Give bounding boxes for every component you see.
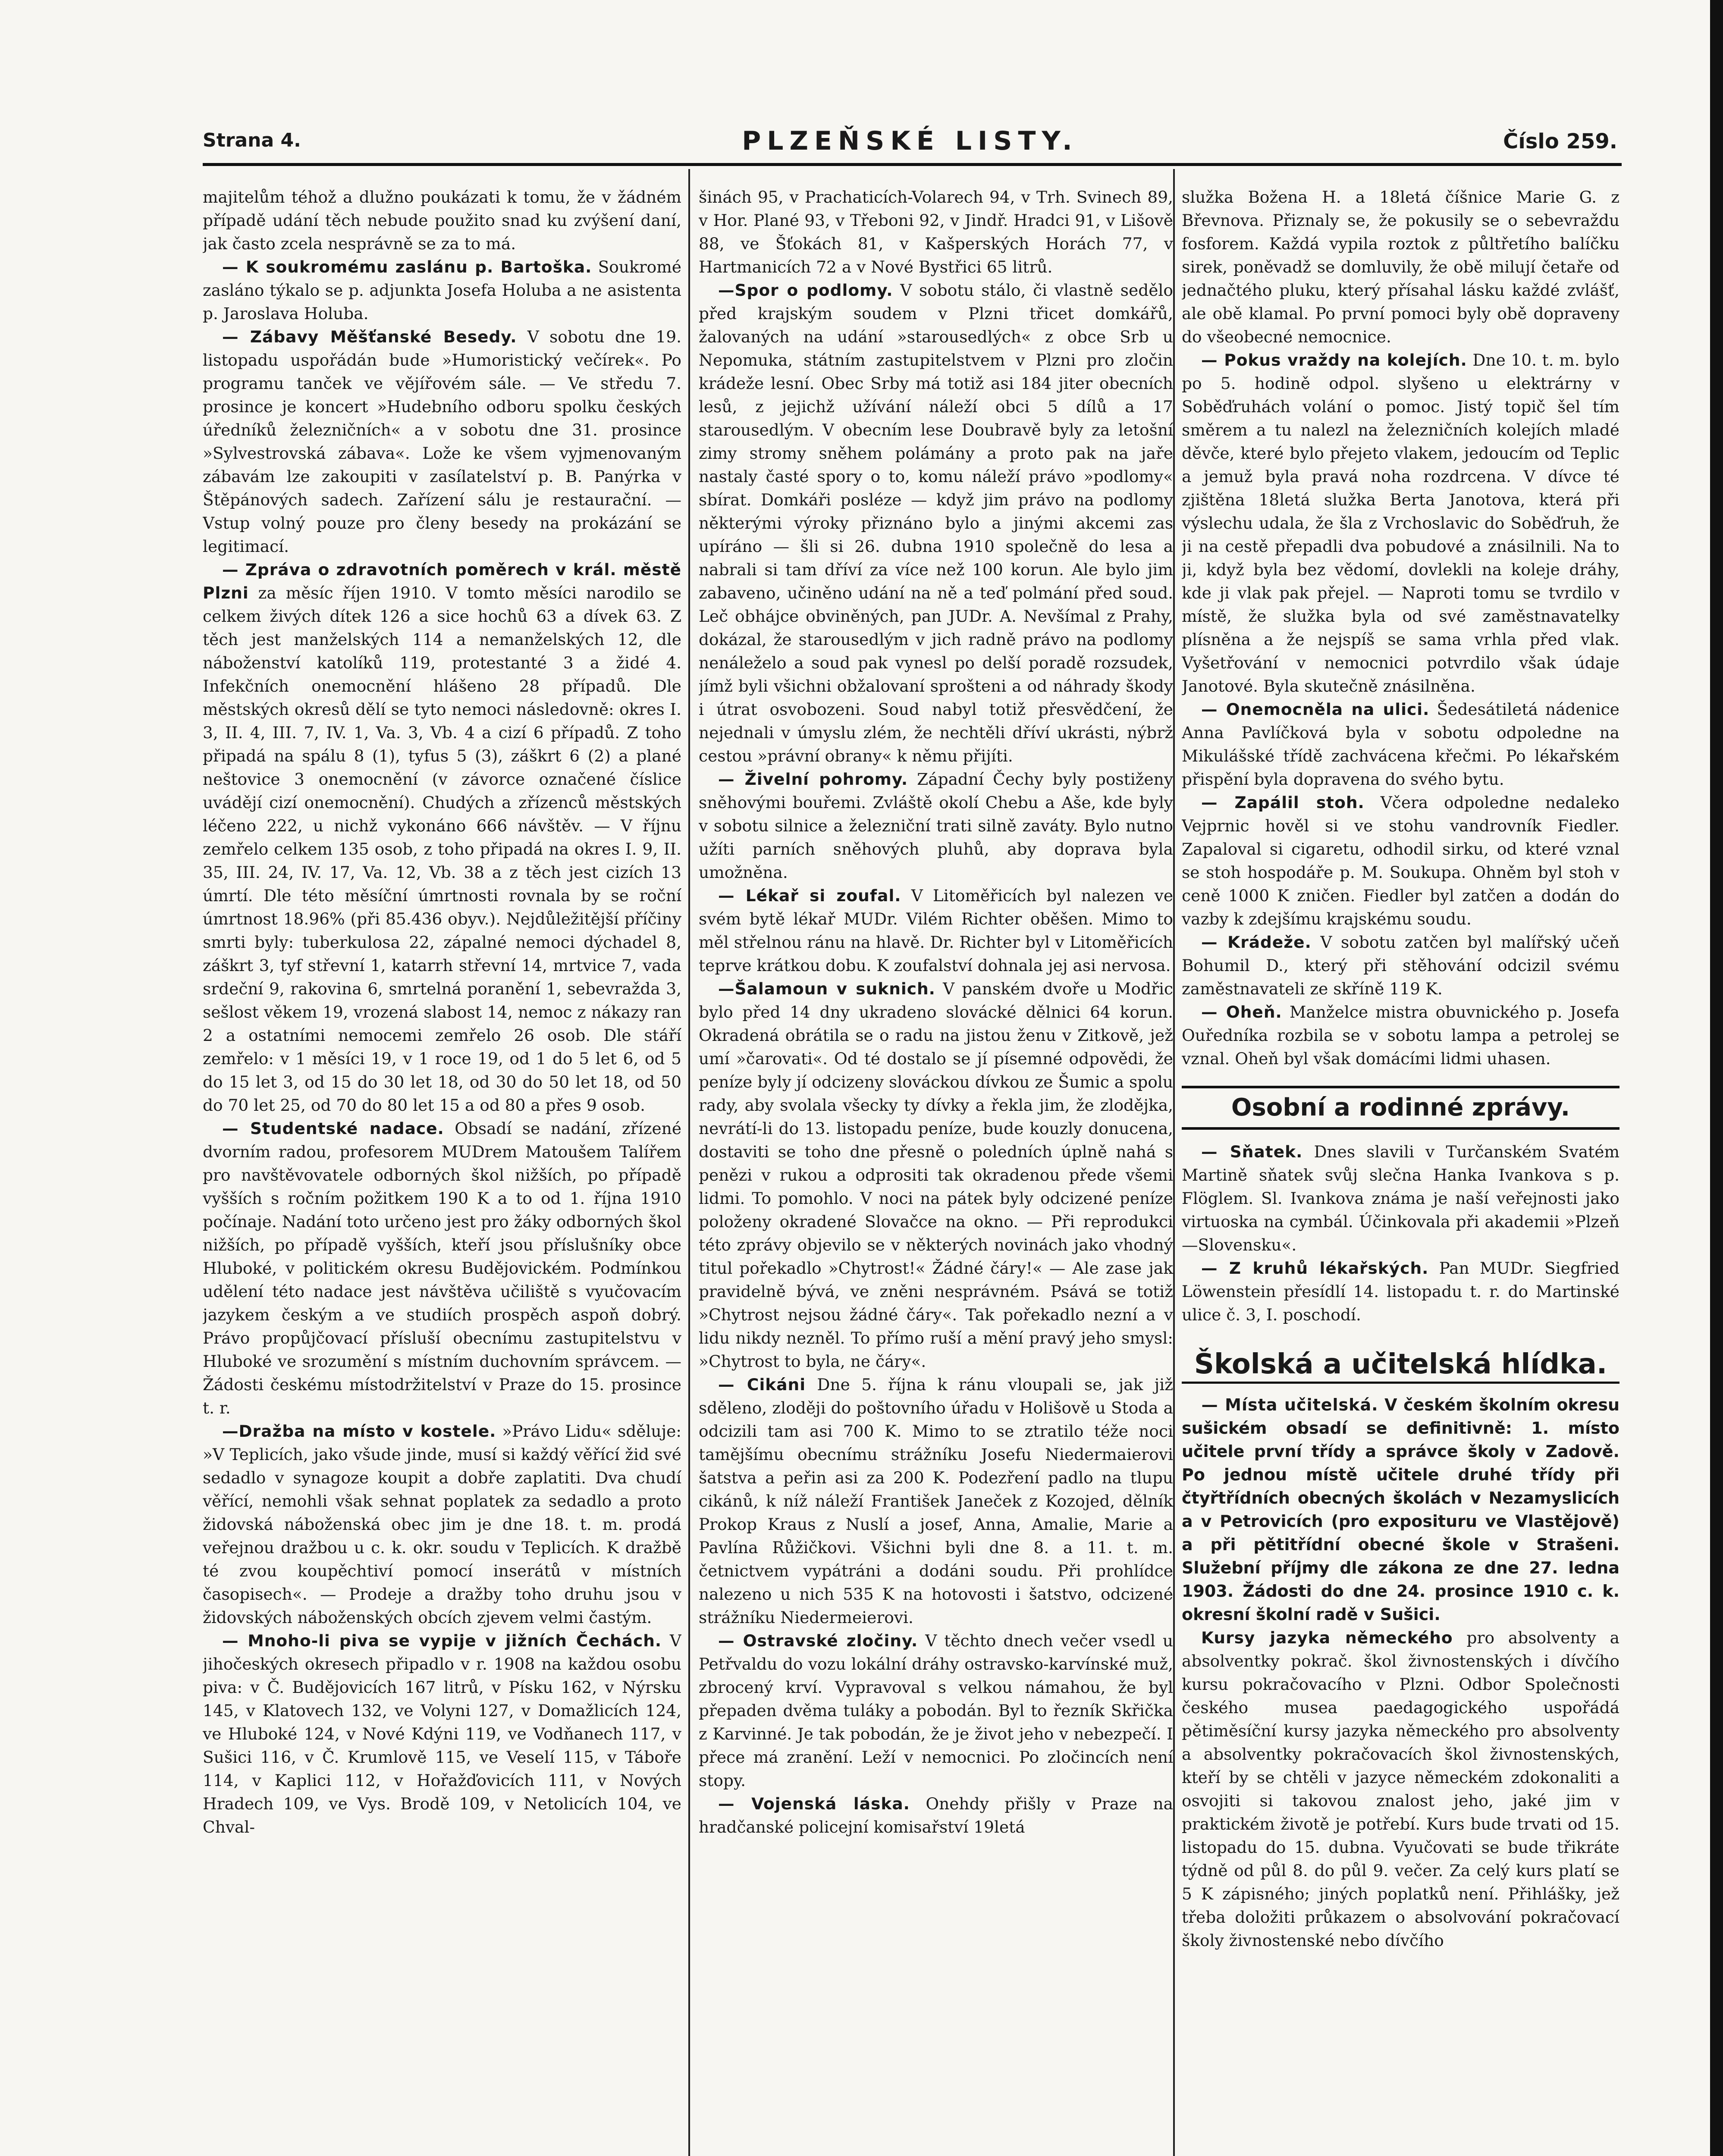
- article-heading: — Živelní pohromy.: [718, 770, 908, 789]
- article: [203, 325, 681, 558]
- column-2: [699, 185, 1173, 2156]
- article-text: »Právo Lidu« sděluje: »V Teplicích, jako všude jinde, musí si každý věřící žid své sedadlo v synagoze koupit a dobře zaplatiti. Dva chudí věřící, nemohli však sehnat poplatek za sedadlo a proto židovská náboženská obec jim je dne 18. t. m. prodá veřejnou dražbou u c. k. okr. soudu v Teplicích. K dražbě té zvou koupěchtiví pomocí inserátů v místních časopisech«. — Prodeje a dražby toho druhu jsou v židovských náboženských obcích zjevem velmi častým.: [203, 1422, 681, 1627]
- article-text: Západní Čechy byly postiženy sněhovými bouřemi. Zvláště okolí Chebu a Aše, kde byly v sobotu silnice a železniční trati silně zaváty. Bylo nutno užíti parních sněhových pluhů, aby doprava byla umožněna.: [699, 770, 1173, 882]
- article: [1182, 1000, 1619, 1070]
- article-text: pro absolventy a absolventky pokrač. škol živnostenských i dívčího kursu pokračovacího v Plzni. Odbor Společnosti českého musea paedagogického uspořádá pětiměsíční kursy jazyka německého pro absolventy a absolventky pokračovacích škol živnostenských, kteří by se chtěli v jazyce německém zdokonaliti a osvojiti si takovou znalost jeho, jaké jim v praktickém životě je potřebí. Kurs bude trvati od 15. listopadu do 15. dubna. Vyučovati se bude třikráte týdně od půl 8. do půl 9. večer. Za celý kurs platí se 5 K zápisného; jiných poplatků není. Přihlášky, jež třeba doložiti průkazem o absolvování pokračovací školy živnostenské nebo dívčího: [1182, 1628, 1619, 1950]
- article: [699, 884, 1173, 977]
- column-1: [203, 185, 681, 2156]
- page-number: Strana 4.: [203, 129, 301, 151]
- article: [1182, 791, 1619, 931]
- article: [699, 1629, 1173, 1792]
- article: [1182, 1626, 1619, 1952]
- column-divider: [688, 169, 690, 2156]
- article: [699, 279, 1173, 768]
- article-text: Soukromé zasláno týkalo se p. adjunkta Josefa Holuba a ne asistenta p. Jaroslava Holuba.: [203, 257, 681, 323]
- article-text: V Litoměřicích byl nalezen ve svém bytě lékař MUDr. Vilém Richter oběšen. Mimo to měl střelnou ránu na hlavě. Dr. Richter byl v Litoměřicích teprve krátkou dobu. K zoufalství dohnala jej asi nervosa.: [699, 886, 1173, 975]
- article: [1182, 1140, 1619, 1257]
- article: [203, 1629, 681, 1839]
- article-heading: —Dražba na místo v kostele.: [222, 1422, 496, 1441]
- article-text: V sobotu stálo, či vlastně sedělo před krajským soudem v Plzni třicet domkářů, žalovaných na udání »starousedlých« z obce Srb u Nepomuka, státním zastupitelstvem v Plzni pro zločin krádeže lesní. Obec Srby má totiž asi 184 jiter obecních lesů, z jejichž užívání náleží obci 5 dílů a 17 starousedlým. V obecním lese Doubravě byly za letošní zimy stromy sněhem polámány a proto pak na jaře nastaly časté spory o to, komu náleží právo »podlomy« sbírat. Domkáři posléze — když jim právo na podlomy některými výroky přiznáno bylo a jinými akcemi zas upíráno — šli si 26. dubna 1910 společně do lesa a nabrali si tam dříví za více než 100 korun. Ale bylo jim zabaveno, učiněno udání na ně a teď polmání před soud. Leč obhájce obviněných, pan JUDr. A. Nevšímal z Prahy, dokázal, že starousedlým v jich radně právo na podlomy nenáleželo a soud pak vynesl po delší poradě rozsudek, jímž byli všichni obžalovaní sprošteni a od náhrady škody i útrat osvobozeni. Soud nabyl totiž přesvědčení, že nejednali v úmyslu zlém, že nechtěli dříví ukrásti, nýbrž cestou »právní obrany« k němu přijíti.: [699, 281, 1173, 765]
- article-heading: — Onemocněla na ulici.: [1201, 700, 1430, 719]
- paragraph: majitelům téhož a dlužno poukázati k tomu, že v žádném případě udání těch nebude použito snad ku zvýšení daní, jak často zcela nesprávně se za to má.: [203, 188, 681, 253]
- article: [1182, 1393, 1619, 1626]
- section-heading-school: Školská a učitelská hlídka.: [1182, 1347, 1619, 1384]
- article-heading: — Z kruhů lékařských.: [1201, 1259, 1429, 1278]
- column-divider: [1173, 169, 1175, 2156]
- article-text: Manželce mistra obuvnického p. Josefa Ouředníka rozbila se v sobotu lampa a petrolej se vznal. Oheň byl však domácími lidmi uhasen.: [1182, 1003, 1619, 1068]
- paragraph: služka Božena H. a 18letá číšnice Marie G. z Břevnova. Přiznaly se, že pokusily se o sebevraždu fosforem. Každá vypila roztok z půltřetího balíčku sirek, poněvadž se domluvily, že obě milují četaře od jednačtého pluku, který přísahal lásku každé zvlášť, ale obě klamal. Po první pomoci byly obě dopraveny do všeobecné nemocnice.: [1182, 188, 1619, 346]
- article: [203, 558, 681, 1117]
- article-heading: — Krádeže.: [1201, 933, 1312, 952]
- article-text: Dne 10. t. m. bylo po 5. hodině odpol. slyšeno u elektrárny v Soběďruhách volání o pomoc. Jistý topič šel tím směrem a tu nalezl na železničních kolejích mladé děvče, které bylo přejeto vlakem, jedoucím od Teplic a jemuž byla pravá noha rozdrcena. V dívce té zjištěna 18letá služka Berta Janotova, která při výslechu udala, že šla z Vrchoslavic do Soběďruh, že ji na cestě přepadli dva pobudové a znásilnili. Na to ji, když byla bez vědomí, dovlekli na koleje dráhy, kde ji vlak pak přejel. — Naproti tomu se tvrdilo v místě, že služka byla od své zaměstnavatelky plísněna a že nejspíš se sama vrhla před vlak. Vyšetřování v nemocnici potvrdilo však údaje Janotové. Byla skutečně znásilněna.: [1182, 351, 1619, 696]
- article-heading: — Lékař si zoufal.: [718, 886, 901, 905]
- article: [699, 977, 1173, 1373]
- article-heading: — Ostravské zločiny.: [718, 1631, 918, 1650]
- article: [1182, 931, 1619, 1000]
- article-heading: —Spor o podlomy.: [718, 281, 893, 300]
- article-text: Včera odpoledne nedaleko Vejprnic hověl si ve stohu vandrovník Fiedler. Zapaloval si cigaretu, odhodil sirku, od které vznal se stoh hospodáře p. M. Soukupa. Ohněm byl stoh v ceně 1000 K zničen. Fiedler byl zatčen a dodán do vazby k zdejšímu krajskému soudu.: [1182, 793, 1619, 928]
- article: [699, 1792, 1173, 1839]
- article-heading: — Zábavy Měšťanské Besedy.: [222, 327, 517, 346]
- article-text: Onehdy přišly v Praze na hradčanské policejní komisařství 19letá: [699, 1794, 1173, 1836]
- article-text: Obsadí se nadání, zřízené dvorním radou, profesorem MUDrem Matoušem Talířem pro navštěvovatele odborných škol nižších, po případě vyšších s ročním požitkem 190 K a to od 1. října 1910 počínaje. Nadání toto určeno jest pro žáky odborných škol nižších, po případě vyšších, kteří jsou příslušníky obce Hluboké, v politickém okresu Budějovickém. Podmínkou udělení této nadace jest návštěva učiliště s vyučovacím jazykem českým a ve studiích prospěch aspoň dobrý. Právo propůjčovací přísluší obecnímu zastupitelstvu v Hluboké ve srozumění s místním duchovním správcem. — Žádosti českému místodržitelství v Praze do 15. prosince t. r.: [203, 1119, 681, 1417]
- article-heading: — Sňatek.: [1201, 1142, 1303, 1161]
- article-text: V českém školním okresu sušickém obsadí se definitivně: 1. místo učitele první třídy a správce školy v Zadově. Po jednou místě učitele druhé třídy při čtyřtřídních obecných školách v Nezamyslicích a v Petrovicích (pro exposituru ve Vlastějově) a při pětitřídní obecné škole v Strašeni. Služební příjmy dle zákona ze dne 27. ledna 1903. Žádosti do dne 24. prosince 1910 c. k. okresní školní radě v Sušici.: [1182, 1395, 1619, 1624]
- article-text: V jihočeských okresech připadlo v r. 1908 na každou osobu piva: v Č. Budějovicích 167 litrů, v Písku 162, v Nýrsku 145, v Klatovech 132, ve Volyni 127, v Domažlicích 124, ve Hluboké 124, v Nové Kdýni 119, ve Vodňanech 117, v Sušici 116, v Č. Krumlově 115, ve Veselí 115, v Táboře 114, v Kaplici 112, v Hořažďovicích 111, v Nových Hradech 109, ve Vys. Brodě 109, v Netolicích 104, ve Chval-: [203, 1631, 681, 1836]
- section-heading-personal: Osobní a rodinné zprávy.: [1182, 1086, 1619, 1130]
- article-text: V sobotu zatčen byl malířský učeň Bohumil D., který při stěhování odcizil svému zaměstnavateli ze skříně 119 K.: [1182, 933, 1619, 998]
- article-text: V těchto dnech večer vsedl u Petřvaldu do vozu lokální dráhy ostravsko-karvínské muž, zbrocený krví. Vypravoval s velkou námahou, že byl přepaden dvěma tuláky a pobodán. Byl to řezník Skřička z Karvinné. Je tak pobodán, že je život jeho v nebezpečí. I přece má zranění. Leží v nemocnici. Po zločincích není stopy.: [699, 1631, 1173, 1790]
- header-rule: [203, 163, 1622, 166]
- article-heading: — Oheň.: [1201, 1003, 1282, 1022]
- article: [699, 1373, 1173, 1629]
- article-text: Pan MUDr. Siegfried Löwenstein přesídlí 14. listopadu t. r. do Martinské ulice č. 3, I. poschodí.: [1182, 1259, 1619, 1324]
- issue-number: Číslo 259.: [1503, 129, 1617, 154]
- scan-edge: [1710, 0, 1723, 2156]
- article-heading: Kursy jazyka německého: [1201, 1628, 1453, 1647]
- column-3: [1182, 185, 1619, 2156]
- article-heading: —Šalamoun v suknich.: [718, 979, 935, 998]
- article: [203, 255, 681, 325]
- article: [1182, 1257, 1619, 1326]
- article: [699, 768, 1173, 884]
- newspaper-title: PLZEŇSKÉ LISTY.: [742, 126, 1078, 156]
- article-heading: — Cikáni: [718, 1375, 806, 1394]
- article-text: Dnes slavili v Turčanském Svatém Martině sňatek svůj slečna Hanka Ivankova s p. Flöglem. Sl. Ivankova známa je naší veřejnosti jako virtuoska na cymbál. Účinkovala při akademii »Plzeň—Slovensku«.: [1182, 1142, 1619, 1254]
- article-text: Dne 5. října k ránu vloupali se, jak již sděleno, zloději do poštovního úřadu v Holišově u Stoda a odcizili tam asi 700 K. Mimo to se ztratilo téže noci tamějšímu obecnímu strážníku Josefu Niedermaierovi šatstva a peřin asi za 200 K. Podezření padlo na tlupu cikánů, k níž náleží František Janeček z Kozojed, dělník Prokop Kraus z Nuslí a josef, Anna, Amalie, Marie a Pavlína Růžičkovi. Všichni byli dne 8. a 11. t. m. četnictvem vypátráni a dodáni soudu. Při prohlídce nalezeno u nich 535 K na hotovosti i šatstvo, odcizené strážníku Niedermeierovi.: [699, 1375, 1173, 1627]
- article: [1182, 348, 1619, 698]
- article-heading: — Zpráva o zdravotních poměrech v král. městě Plzni: [203, 560, 681, 602]
- article-heading: — Studentské nadace.: [222, 1119, 444, 1138]
- article: [1182, 698, 1619, 791]
- article-text: V panském dvoře u Modřic bylo před 14 dny ukradeno slovácké dělnici 64 korun. Okradená obrátila se o radu na jistou ženu v Zitkově, jež umí »čarovati«. Od té dostalo se jí písemné odpovědi, že peníze byly jí odcizeny slováckou dívkou ze Šumic a spolu rady, aby svolala všecky ty dívky a řekla jim, že zlodějka, nevrátí-li do 13. listopadu peníze, bude kouzly donucena, dostaviti se toho dne přesně o poledních úplně nahá s penězi v rukou a odprositi tak okradenou přede všemi lidmi. To pomohlo. V noci na pátek byly odcizené peníze položeny okradené Slovačce na okno. — Při reprodukci této zprávy objevilo se v některých novinách jako vhodný titul pořekadlo »Chytrost!« Žádné čáry!« — Ale zase jak pravidelně bývá, ve zněni nesprávném. Psává se totiž »Chytrost nejsou žádné čáry«. Tak pořekadlo nezní a v lidu nikdy nezněl. To přímo ruší a mění pravý jeho smysl: »Chytrost to byla, ne čáry«.: [699, 979, 1173, 1371]
- article-heading: — Mnoho-li piva se vypije v jižních Čechách.: [222, 1631, 662, 1650]
- article-heading: — K soukromému zaslánu p. Bartoška.: [222, 257, 592, 276]
- article-heading: — Vojenská láska.: [718, 1794, 910, 1813]
- page-header: [203, 126, 1617, 160]
- article-text: za měsíc říjen 1910. V tomto měsíci narodilo se celkem živých dítek 126 a sice hochů 63 a dívek 63. Z těch jest manželských 114 a nemanželských 12, dle náboženství katolíků 119, protestanté 3 a židé 4. Infekčních onemocnění hlášeno 28 případů. Dle městských okresů dělí se tyto nemoci následovně: okres I. 3, II. 4, III. 7, IV. 1, Va. 3, Vb. 4 a cizí 6 případů. Z toho připadá na spálu 8 (1), tyfus 5 (3), záškrt 6 (2) a plané neštovice 3 onemocnění (v závorce označené číslice uvádějí cizí onemocnění). Chudých a zřízenců městských léčeno 222, u nichž vykonáno 666 návštěv. — V říjnu zemřelo celkem 135 osob, z toho připadá na okres I. 9, II. 35, III. 24, IV. 17, Va. 12, Vb. 38 a z těch jest cizích 13 úmrtí. Dle této měsíční úmrtnosti rovnala by se roční úmrtnost 18.96% (při 85.436 obyv.). Nejdůležitější příčiny smrti byly: tuberkulosa 22, zápalné nemoci dýchadel 8, záškrt 3, tyf střevní 1, katarrh střevní 14, mrtvice 7, vada srdeční 9, rakovina 6, smrtelná poranění 1, sebevražda 3, sešlost věkem 19, vrozená slabost 14, nemoc z nákazy ran 2 a ostatními nemocemi zemřelo 26 osob. Dle stáří zemřelo: v 1 měsíci 19, v 1 roce 19, od 1 do 5 let 6, od 5 do 15 let 3, od 15 do 30 let 18, od 30 do 50 let 18, od 50 do 70 let 25, od 70 do 80 let 15 a od 80 a přes 9 osob.: [203, 583, 681, 1115]
- article: [203, 1117, 681, 1420]
- article-text: Šedesátiletá nádenice Anna Pavlíčková byla v sobotu odpoledne na Mikulášské třídě zachvácena křečmi. Po lékařském přispění byla dopravena do svého bytu.: [1182, 700, 1619, 789]
- article-heading: — Zapálil stoh.: [1201, 793, 1365, 812]
- paragraph: šinách 95, v Prachaticích-Volarech 94, v Trh. Svinech 89, v Hor. Plané 93, v Třeboni 92, v Jindř. Hradci 91, v Lišově 88, ve Šťokách 81, v Kašperských Horách 77, v Hartmanicích 72 a v Nové Bystřici 65 litrů.: [699, 188, 1173, 276]
- article: [203, 1420, 681, 1629]
- article-heading: — Místa učitelská.: [1201, 1395, 1378, 1414]
- article-text: V sobotu dne 19. listopadu uspořádán bude »Humoristický večírek«. Po programu tanček ve vějířovém sále. — Ve středu 7. prosince je koncert »Hudebního odboru spolku českých úředníků železničních« a v sobotu dne 31. prosince »Sylvestrovská zábava«. Lože ke všem vyjmenovaným zábavám lze zakoupiti v zasílatelství p. B. Panýrka v Štěpánových sadech. Zařízení sálu je restaurační. — Vstup volný pouze pro členy besedy na prokázání se legitimací.: [203, 327, 681, 556]
- article-heading: — Pokus vraždy na kolejích.: [1201, 351, 1467, 370]
